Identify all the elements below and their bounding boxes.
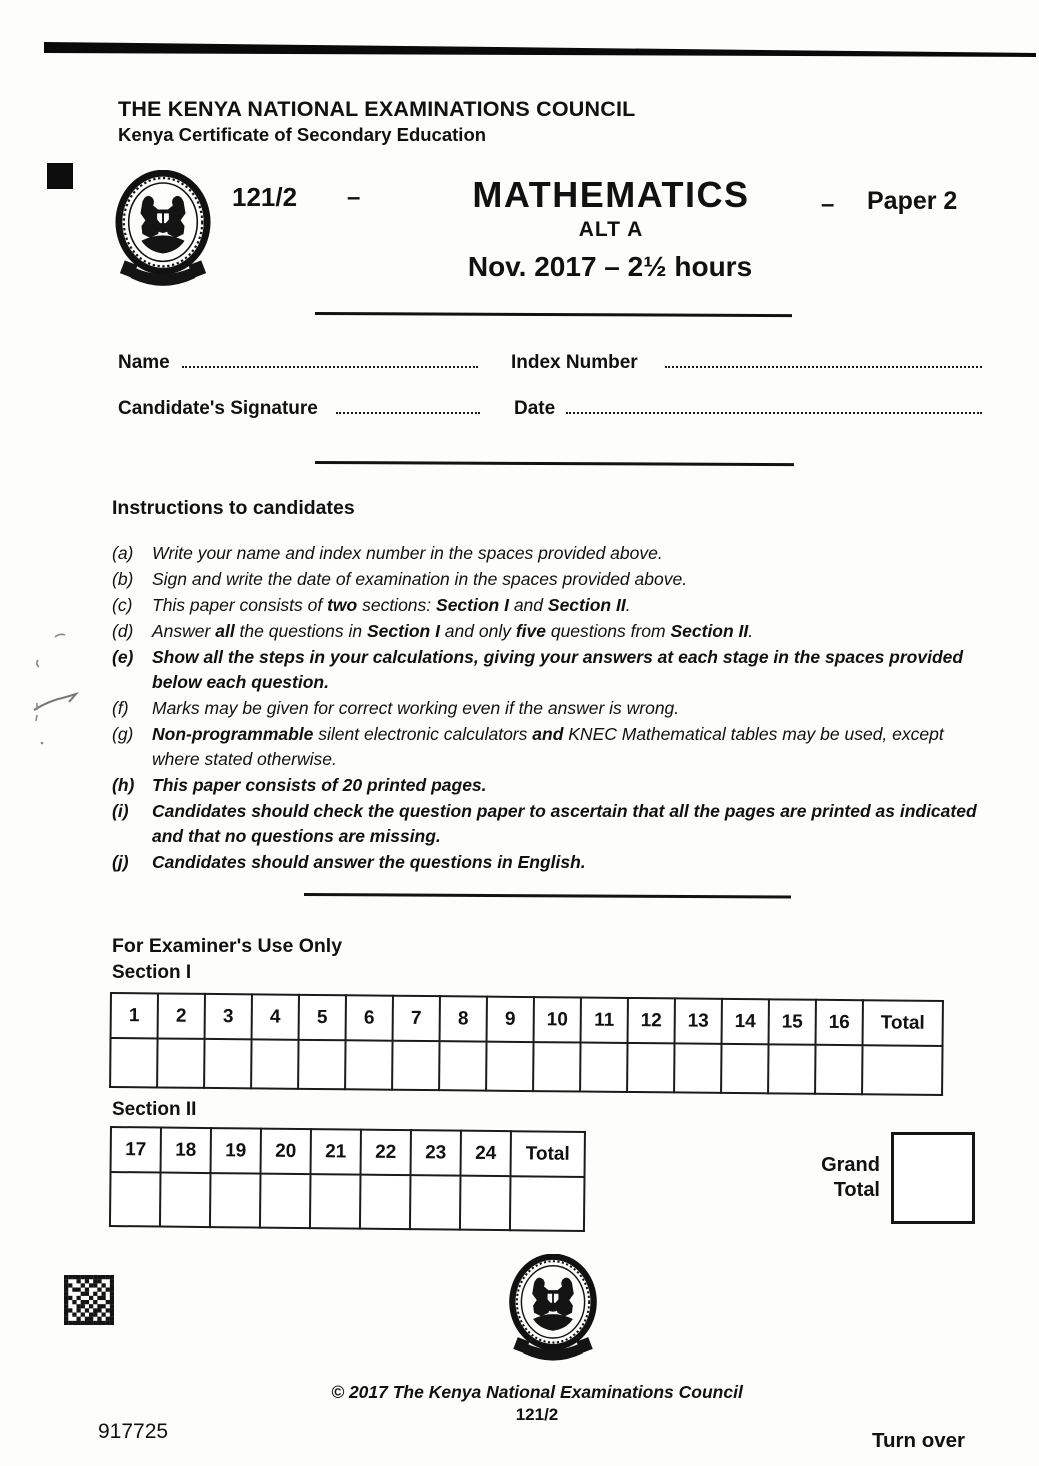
- knec-crest-logo: [500, 1254, 606, 1366]
- score-cell: [260, 1174, 311, 1229]
- grand-total-box: [891, 1132, 975, 1224]
- serial-number: 917725: [98, 1420, 169, 1443]
- data-matrix-code: [64, 1275, 114, 1325]
- alt-variant-label: ALT A: [578, 218, 644, 241]
- instruction-letter: (e): [112, 647, 134, 667]
- scan-top-bar: [44, 40, 1036, 62]
- date-field-label: Date: [514, 398, 556, 419]
- score-cell: [160, 1173, 211, 1228]
- score-column-header: 1: [111, 993, 158, 1038]
- score-cell: [674, 1043, 721, 1092]
- score-column-header: 20: [261, 1129, 311, 1175]
- instruction-text: Candidates should answer the questions in English.: [152, 852, 586, 872]
- date-fill-line: [566, 412, 982, 414]
- score-column-header: 3: [205, 994, 252, 1039]
- score-cell: [768, 1044, 815, 1093]
- instruction-text: Candidates should check the question paper to ascertain that all the pages are printed as indicated and that no questions are missing.: [152, 801, 977, 846]
- score-cell: [862, 1045, 942, 1095]
- instruction-item: [112, 541, 992, 566]
- score-cell: [392, 1041, 439, 1090]
- score-cell: [721, 1044, 768, 1093]
- score-cell: [251, 1039, 298, 1088]
- score-cell: [110, 1172, 161, 1227]
- score-column-header: 17: [111, 1127, 161, 1173]
- paper-code: 121/2: [232, 182, 298, 212]
- score-column-header: 15: [769, 999, 816, 1044]
- score-cell: [627, 1043, 674, 1092]
- section2-marks-table: [109, 1126, 586, 1232]
- score-cell: [204, 1039, 251, 1088]
- score-column-header: 2: [158, 993, 205, 1038]
- instruction-item: [112, 773, 992, 798]
- score-column-header: 14: [722, 999, 769, 1044]
- section1-marks-table: [109, 992, 944, 1096]
- instruction-text: Marks may be given for correct working even if the answer is wrong.: [152, 698, 680, 718]
- instruction-letter: (f): [112, 698, 129, 718]
- instruction-text: This paper consists of two sections: Section I and Section II.: [152, 595, 631, 615]
- score-cell: [815, 1045, 862, 1094]
- score-column-header: 10: [534, 997, 581, 1042]
- knec-crest-logo: [114, 170, 212, 292]
- index-number-fill-line: [665, 366, 982, 368]
- instruction-item: [112, 696, 992, 721]
- divider-rule: [315, 461, 794, 466]
- council-title: THE KENYA NATIONAL EXAMINATIONS COUNCIL: [118, 97, 636, 121]
- index-number-field-label: Index Number: [511, 352, 638, 373]
- instruction-letter: (h): [112, 775, 135, 795]
- registration-mark: [47, 163, 73, 189]
- score-column-header: 11: [581, 998, 628, 1043]
- divider-rule: [315, 312, 792, 317]
- instruction-item: [112, 722, 992, 772]
- footer-paper-code: 121/2: [515, 1405, 559, 1424]
- instruction-text: Answer all the questions in Section I and only five questions from Section II.: [152, 621, 754, 641]
- divider-rule: [304, 893, 791, 899]
- section1-label: Section I: [112, 962, 192, 983]
- grand-total-label-line: Total: [833, 1179, 880, 1201]
- name-field-label: Name: [118, 352, 170, 373]
- pencil-scan-marks: [22, 615, 112, 755]
- instructions-list: [112, 541, 992, 876]
- session-and-duration: Nov. 2017 – 2½ hours: [467, 251, 753, 282]
- score-column-header: 5: [299, 995, 346, 1040]
- score-column-header: 22: [361, 1130, 411, 1176]
- score-cell: [460, 1176, 511, 1231]
- instruction-letter: (c): [112, 595, 133, 615]
- score-column-header: 12: [628, 998, 675, 1043]
- score-column-header: 23: [411, 1130, 461, 1176]
- certificate-subtitle: Kenya Certificate of Secondary Education: [118, 124, 487, 145]
- score-column-header: 18: [161, 1128, 211, 1174]
- score-column-header: 4: [252, 994, 299, 1039]
- score-column-header: 6: [346, 995, 393, 1040]
- score-column-header: 16: [816, 1000, 863, 1045]
- turn-over-label: Turn over: [872, 1429, 966, 1452]
- score-cell: [157, 1038, 204, 1087]
- copyright-line: © 2017 The Kenya National Examinations Council: [331, 1382, 743, 1402]
- instruction-letter: (j): [112, 852, 129, 872]
- instruction-text: This paper consists of 20 printed pages.: [152, 775, 487, 795]
- instruction-letter: (g): [112, 724, 134, 744]
- instruction-item: [112, 593, 992, 618]
- dash-separator: –: [347, 184, 361, 211]
- score-column-header: Total: [510, 1131, 584, 1177]
- score-column-header: 24: [460, 1131, 510, 1177]
- grand-total-label-line: Grand: [821, 1154, 880, 1176]
- score-cell: [486, 1042, 533, 1091]
- name-fill-line: [182, 366, 478, 368]
- score-column-header: 8: [440, 996, 487, 1041]
- grand-total-label: [786, 1153, 880, 1203]
- score-cell: [410, 1175, 461, 1230]
- instruction-letter: (d): [112, 621, 134, 641]
- score-column-header: 21: [311, 1129, 361, 1175]
- signature-fill-line: [336, 412, 480, 414]
- examiner-use-heading: For Examiner's Use Only: [112, 935, 343, 957]
- score-cell: [110, 1038, 157, 1087]
- instruction-text: Show all the steps in your calculations, giving your answers at each stage in the spaces provided below each question.: [152, 647, 964, 692]
- score-cell: [210, 1173, 261, 1228]
- score-column-header: 7: [393, 996, 440, 1041]
- subject-title: MATHEMATICS: [472, 174, 750, 215]
- signature-field-label: Candidate's Signature: [118, 398, 318, 419]
- score-column-header: 13: [675, 998, 722, 1043]
- instruction-letter: (b): [112, 569, 134, 589]
- score-column-header: 9: [487, 997, 534, 1042]
- dash-separator: –: [821, 191, 835, 218]
- instruction-text: Non-programmable silent electronic calculators and KNEC Mathematical tables may be used, except where stated otherwise.: [152, 724, 944, 769]
- score-cell: [510, 1176, 585, 1231]
- paper-number-label: Paper 2: [867, 187, 958, 215]
- section2-label: Section II: [112, 1099, 197, 1120]
- score-cell: [345, 1040, 392, 1089]
- score-column-header: 19: [211, 1128, 261, 1174]
- instruction-item: [112, 799, 992, 849]
- instruction-item: [112, 850, 992, 875]
- instructions-heading: Instructions to candidates: [112, 497, 355, 519]
- score-cell: [580, 1043, 627, 1092]
- score-cell: [533, 1042, 580, 1091]
- instruction-text: Write your name and index number in the spaces provided above.: [152, 543, 663, 563]
- score-cell: [310, 1174, 361, 1229]
- score-cell: [298, 1040, 345, 1089]
- instruction-letter: (i): [112, 801, 129, 821]
- score-cell: [360, 1175, 411, 1230]
- score-cell: [439, 1041, 486, 1090]
- instruction-item: [112, 619, 992, 644]
- score-column-header: Total: [863, 1000, 943, 1046]
- instruction-item: [112, 567, 992, 592]
- instruction-text: Sign and write the date of examination in the spaces provided above.: [152, 569, 688, 589]
- instruction-item: [112, 645, 992, 695]
- instruction-letter: (a): [112, 543, 134, 563]
